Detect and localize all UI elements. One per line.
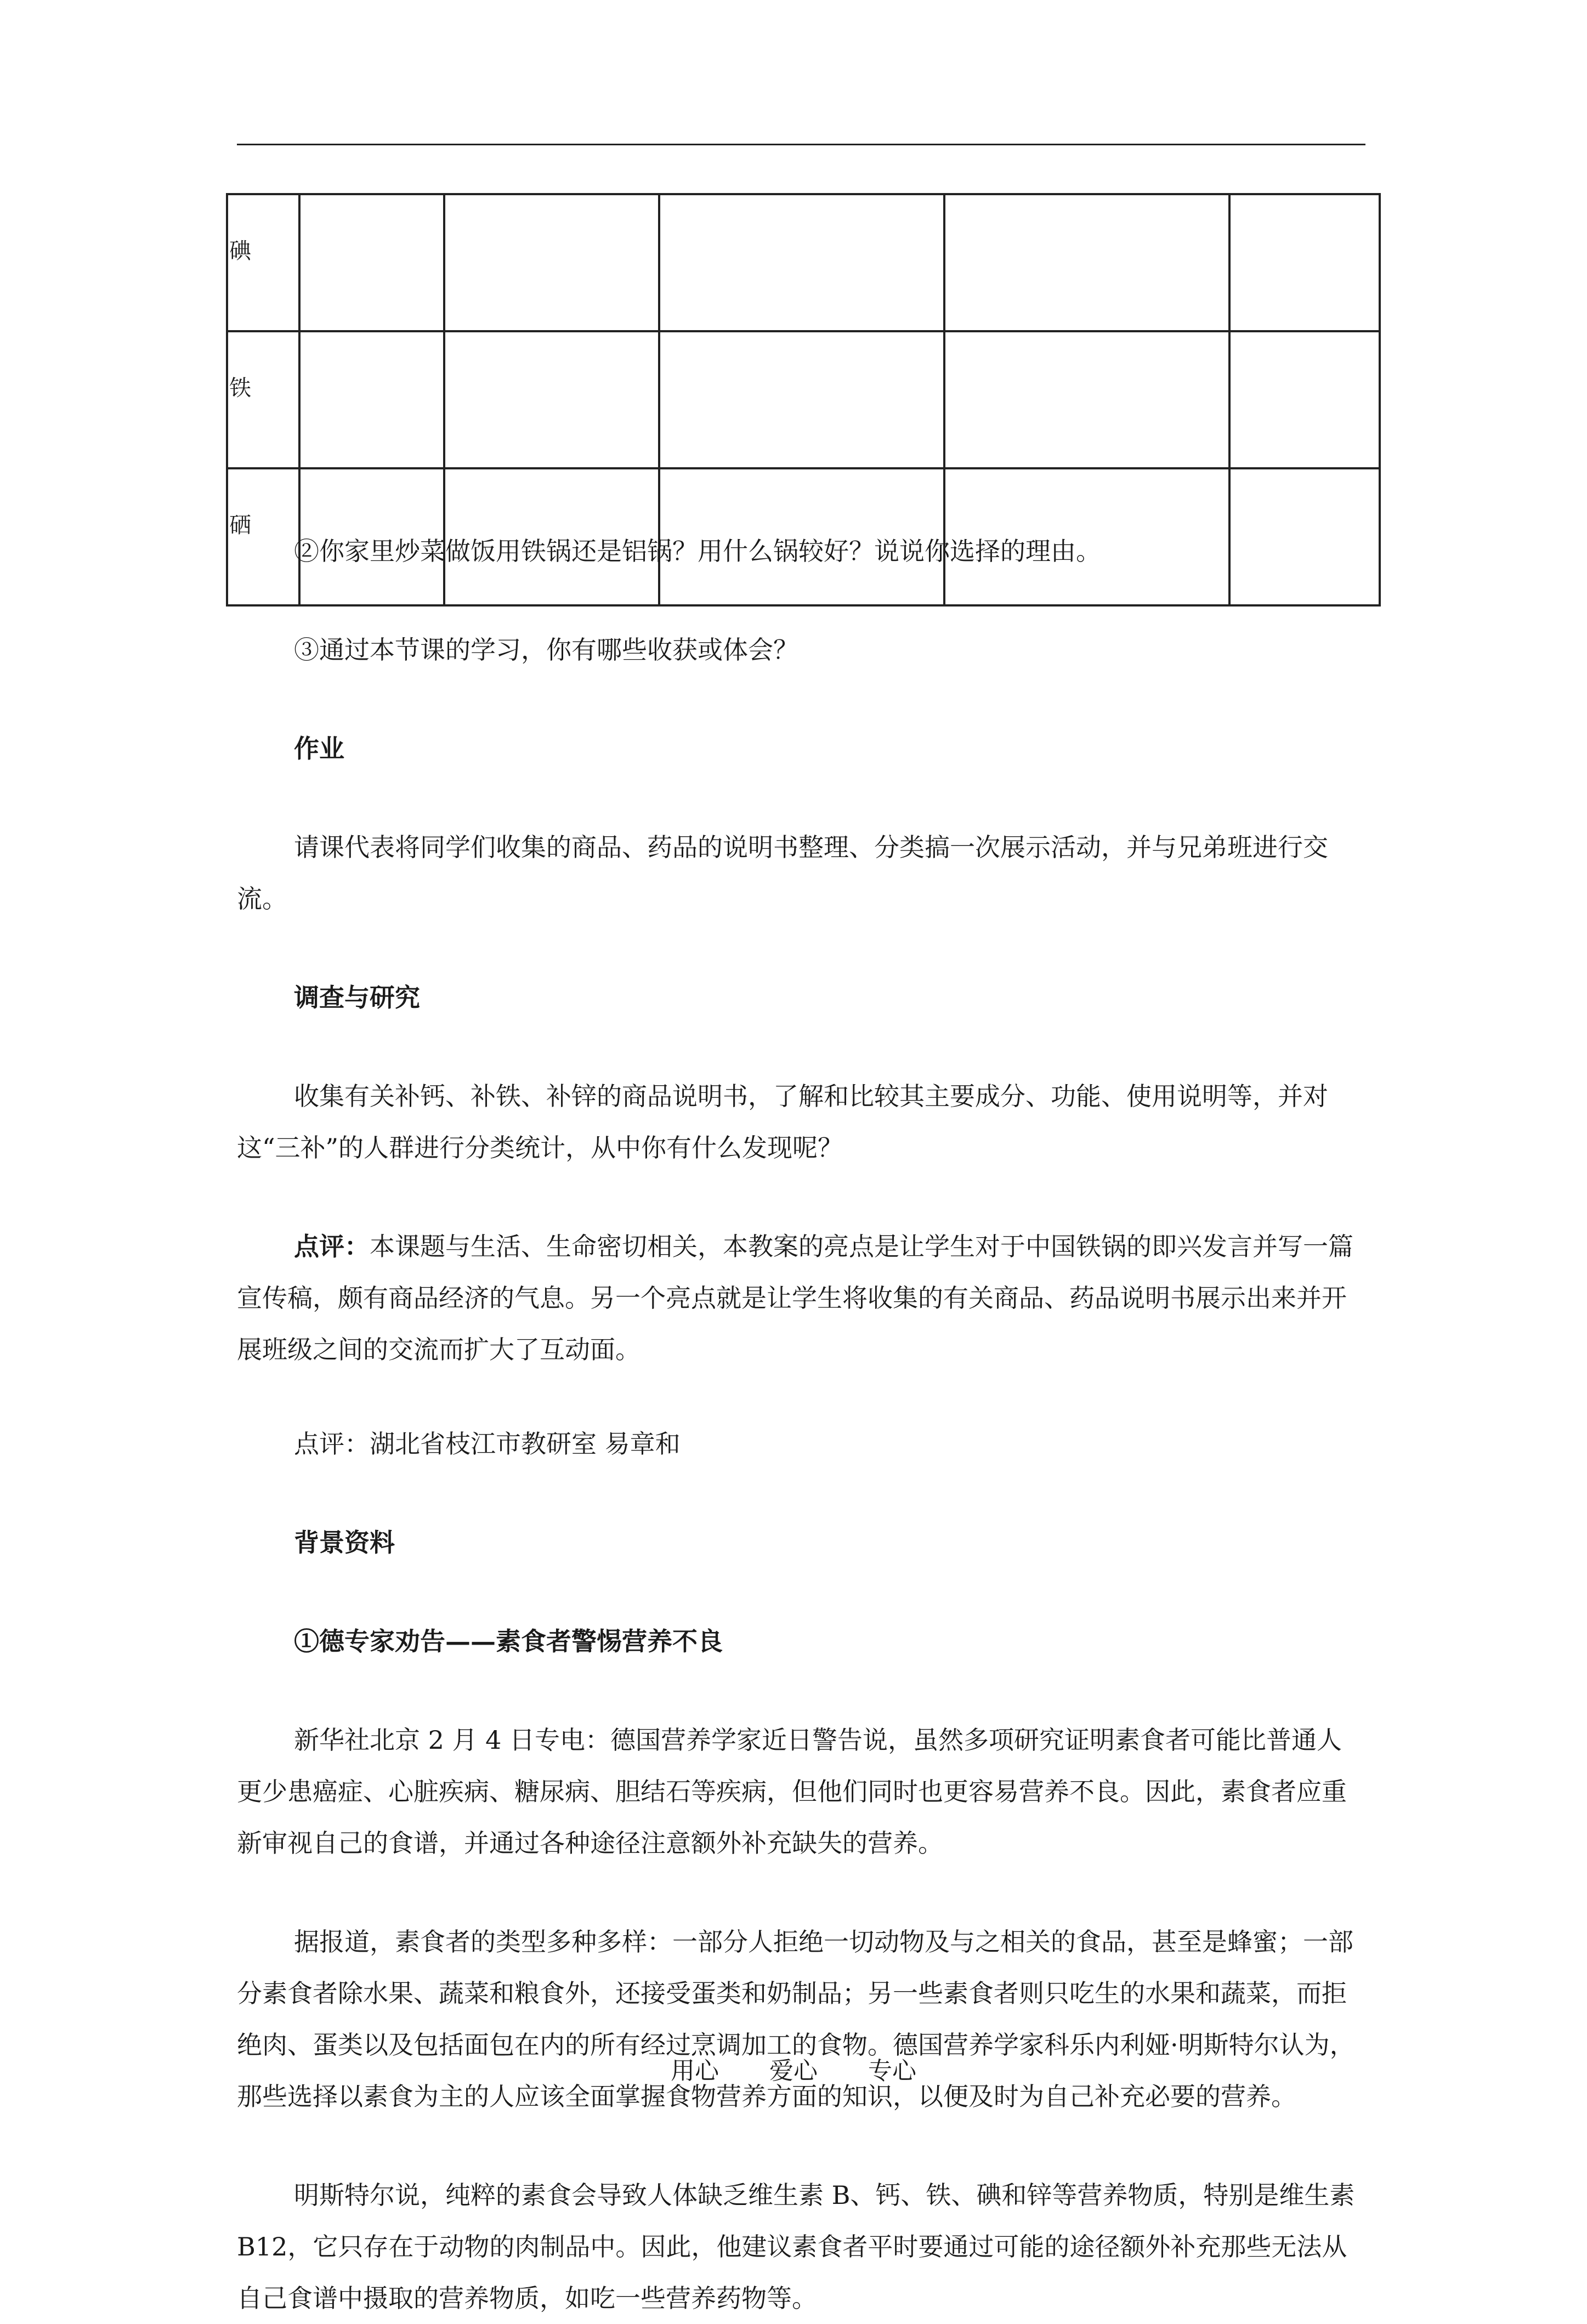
question-2: ②你家里炒菜做饭用铁锅还是铝锅？用什么锅较好？说说你选择的理由。 <box>294 536 1101 566</box>
table-cell <box>444 194 659 331</box>
table-cell <box>944 194 1229 331</box>
table-cell <box>659 194 944 331</box>
reviewer-line: 点评：湖北省枝江市教研室 易章和 <box>294 1429 681 1459</box>
table-cell <box>299 194 444 331</box>
article-title: ①德专家劝告——素食者警惕营养不良 <box>294 1626 723 1656</box>
table-cell <box>299 331 444 468</box>
table-cell <box>659 331 944 468</box>
research-body: 收集有关补钙、补铁、补锌的商品说明书，了解和比较其主要成分、功能、使用说明等，并对这“三补”的人群进行分类统计，从中你有什么发现呢？ <box>237 1081 1328 1163</box>
review-label: 点评： <box>294 1232 370 1261</box>
row-label-iodine: 碘 <box>227 194 299 331</box>
header-rule <box>237 144 1365 145</box>
research-heading: 调查与研究 <box>294 983 420 1012</box>
table-cell <box>1229 331 1380 468</box>
article-paragraph-1: 新华社北京 2 月 4 日专电：德国营养学家近日警告说，虽然多项研究证明素食者可能比普通人更少患癌症、心脏疾病、糖尿病、胆结石等疾病，但他们同时也更容易营养不良。因此，素食者应重新审视自己的食谱，并通过各种途径注意额外补充缺失的营养。 <box>237 1725 1347 1858</box>
article-paragraph-2: 据报道，素食者的类型多种多样：一部分人拒绝一切动物及与之相关的食品，甚至是蜂蜜；一部分素食者除水果、蔬菜和粮食外，还接受蛋类和奶制品；另一些素食者则只吃生的水果和蔬菜，而拒绝肉、蛋类以及包括面包在内的所有经过烹调加工的食物。德国营养学家科乐内利娅·明斯特尔认为，那些选择以素食为主的人应该全面掌握食物营养方面的知识，以便及时为自己补充必要的营养。 <box>237 1927 1355 2111</box>
table-row <box>227 194 1380 331</box>
footer-item: 专心 <box>868 2057 916 2085</box>
review-paragraph <box>237 1221 1367 1375</box>
page-footer <box>0 2051 1587 2086</box>
question-3: ③通过本节课的学习，你有哪些收获或体会？ <box>294 635 798 665</box>
table-cell <box>444 331 659 468</box>
homework-body: 请课代表将同学们收集的商品、药品的说明书整理、分类搞一次展示活动，并与兄弟班进行交流。 <box>237 832 1328 914</box>
table-cell <box>1229 194 1380 331</box>
row-label-iron: 铁 <box>227 331 299 468</box>
article-paragraph-3: 明斯特尔说，纯粹的素食会导致人体缺乏维生素 B、钙、铁、碘和锌等营养物质，特别是维生素 B12，它只存在于动物的肉制品中。因此，他建议素食者平时要通过可能的途径额外补充那些无法从自己食谱中摄取的营养物质，如吃一些营养药物等。 <box>237 2180 1355 2313</box>
footer-item: 用心 <box>671 2057 719 2085</box>
table-row <box>227 331 1380 468</box>
table-cell <box>944 331 1229 468</box>
background-heading: 背景资料 <box>294 1528 395 1557</box>
row-label-selenium: 硒 <box>227 468 299 605</box>
homework-heading: 作业 <box>294 734 344 763</box>
review-body: 本课题与生活、生命密切相关，本教案的亮点是让学生对于中国铁锅的即兴发言并写一篇宣传稿，颇有商品经济的气息。另一个亮点就是让学生将收集的有关商品、药品说明书展示出来并开展班级之间的交流而扩大了互动面。 <box>237 1232 1353 1364</box>
footer-item: 爱心 <box>769 2057 818 2085</box>
